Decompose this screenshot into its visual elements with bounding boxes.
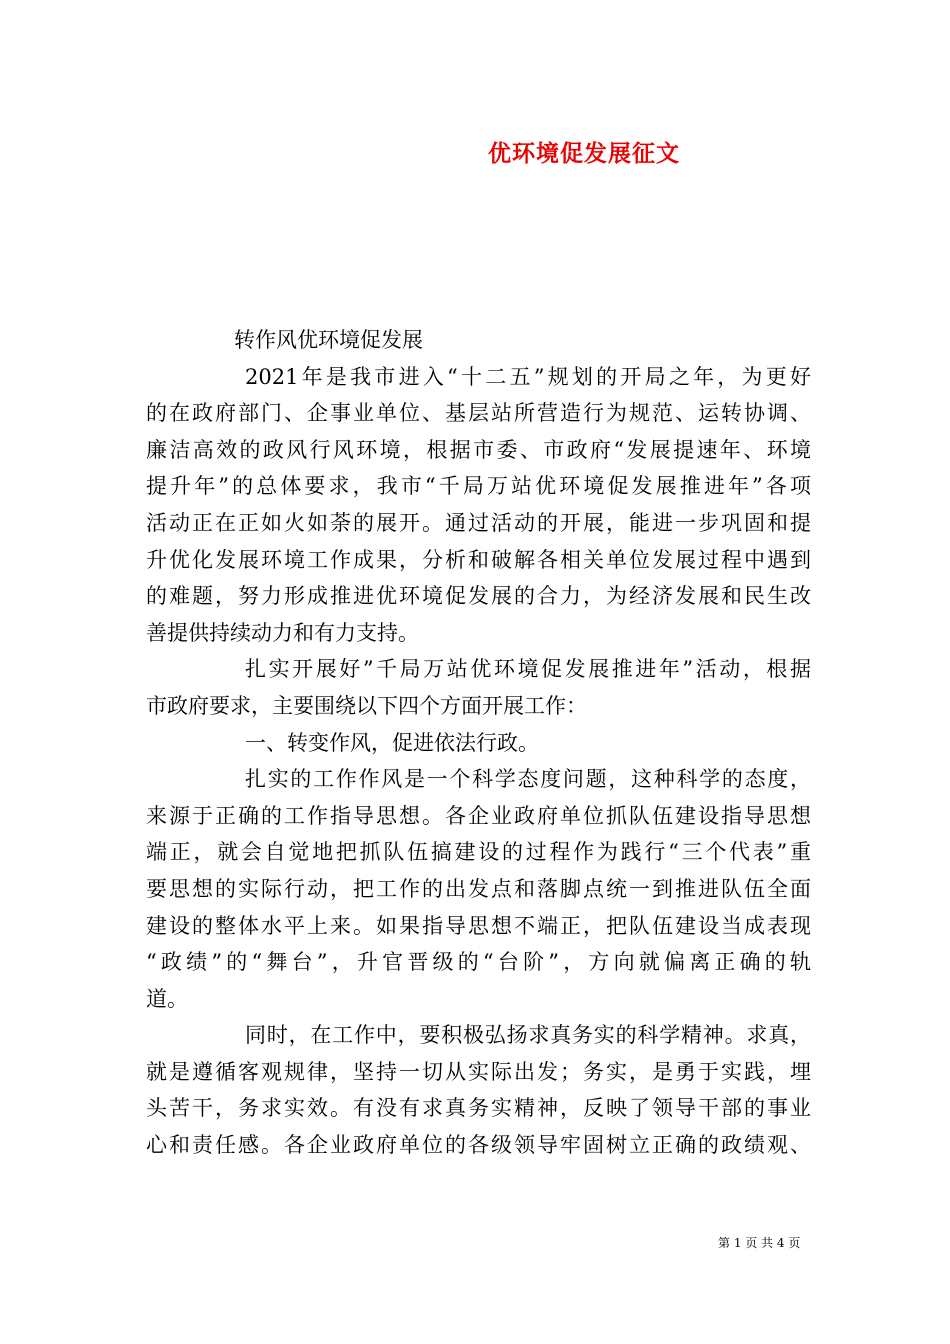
paragraph-line: 的在政府部门、企事业单位、基层站所营造行为规范、运转协调、 [146, 401, 811, 426]
paragraph-line: 建设的整体水平上来。如果指导思想不端正，把队伍建设当成表现 [146, 913, 811, 938]
paragraph-line: “政绩”的“舞台”，升官晋级的“台阶”，方向就偏离正确的轨 [146, 950, 811, 975]
document-body [146, 322, 811, 1164]
paragraph-line: 心和责任感。各企业政府单位的各级领导牢固树立正确的政绩观、 [146, 1133, 811, 1158]
paragraph-line: 道。 [146, 986, 188, 1011]
paragraph-line: 善提供持续动力和有力支持。 [146, 620, 419, 645]
paragraph-line: 市政府要求，主要围绕以下四个方面开展工作： [146, 693, 587, 718]
paragraph-line: 要思想的实际行动，把工作的出发点和落脚点统一到推进队伍全面 [146, 876, 811, 901]
paragraph-line: 升优化发展环境工作成果，分析和破解各相关单位发展过程中遇到 [146, 547, 811, 572]
paragraph-line: 端正，就会自觉地把抓队伍搞建设的过程作为践行“三个代表”重 [146, 840, 811, 865]
paragraph-line: 一、转变作风，促进依法行政。 [245, 730, 539, 755]
paragraph-line: 扎实的工作作风是一个科学态度问题，这种科学的态度， [245, 767, 811, 792]
paragraph-line: 扎实开展好”千局万站优环境促发展推进年”活动，根据 [245, 657, 811, 682]
document-title: 优环境促发展征文 [488, 140, 680, 167]
paragraph-line: 活动正在正如火如荼的展开。通过活动的开展，能进一步巩固和提 [146, 510, 811, 535]
paragraph-line: 2021年是我市进入“十二五”规划的开局之年，为更好 [245, 364, 811, 389]
paragraph-line: 头苦干，务求实效。有没有求真务实精神，反映了领导干部的事业 [146, 1096, 811, 1121]
paragraph-line: 就是遵循客观规律，坚持一切从实际出发；务实，是勇于实践，埋 [146, 1059, 811, 1084]
paragraph-line: 廉洁高效的政风行风环境，根据市委、市政府“发展提速年、环境 [146, 437, 811, 462]
paragraph-line: 同时，在工作中，要积极弘扬求真务实的科学精神。求真， [245, 1023, 811, 1048]
paragraph-line: 的难题，努力形成推进优环境促发展的合力，为经济发展和民生改 [146, 584, 811, 609]
paragraph-line: 转作风优环境促发展 [234, 328, 423, 352]
paragraph-line: 来源于正确的工作指导思想。各企业政府单位抓队伍建设指导思想 [146, 803, 811, 828]
page-number: 第 1 页 共 4 页 [718, 1236, 801, 1250]
paragraph-line: 提升年”的总体要求，我市“千局万站优环境促发展推进年”各项 [146, 474, 811, 499]
